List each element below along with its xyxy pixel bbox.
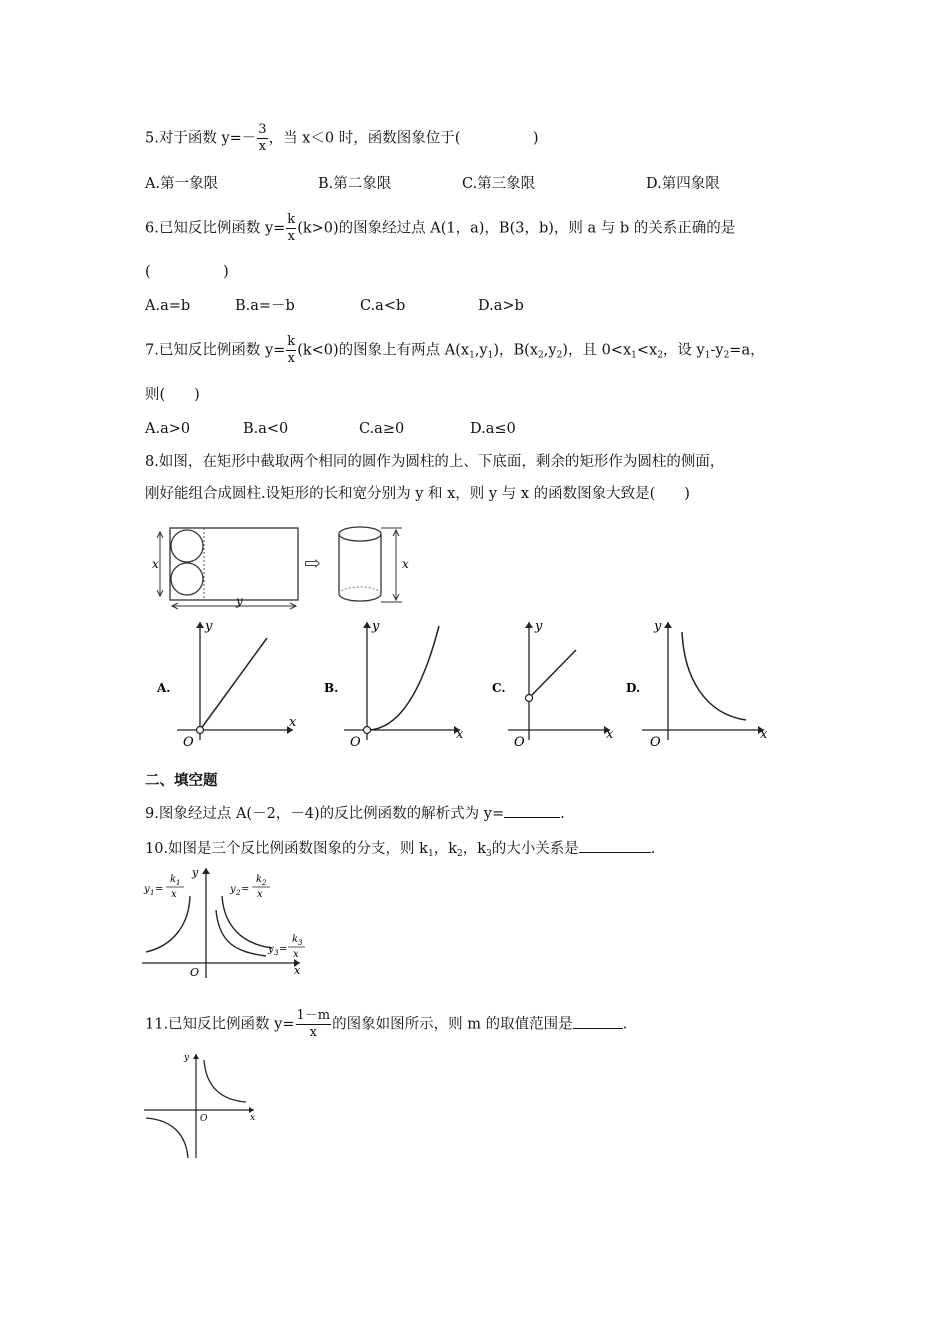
q11-answer-blank[interactable] xyxy=(573,1014,623,1029)
q5-stem: 5.对于函数 y=－ $\frac{3}{x}$ ，当 x＜0 时，函数图象位于( ) xyxy=(145,122,539,154)
curve-y1 xyxy=(146,896,190,952)
q11-stem: 11.已知反比例函数 y= $\frac{1-m}{x}$ 的图象如图所示，则 m 的取值范围是 . xyxy=(145,1008,628,1040)
parabola-graph xyxy=(367,626,439,730)
label-y3-y: y xyxy=(268,944,274,955)
q8-stem-line1: 8.如图，在矩形中截取两个相同的圆作为圆柱的上、下底面，剩余的矩形作为圆柱的侧面， xyxy=(145,454,725,470)
q10-graph xyxy=(142,866,317,981)
label-y1-y: y xyxy=(144,884,150,895)
option-label: C. xyxy=(492,681,506,695)
y-arrowhead xyxy=(193,1054,199,1059)
y-arrowhead xyxy=(525,622,533,628)
branch-first-quadrant xyxy=(204,1060,246,1102)
branch-third-quadrant xyxy=(146,1118,188,1158)
label-y2 xyxy=(229,874,270,900)
label-y2-den: x xyxy=(257,889,263,900)
y-arrowhead xyxy=(363,622,371,628)
q8-stem-line2: 刚好能组合成圆柱.设矩形的长和宽分别为 y 和 x，则 y 与 x 的函数图象大致是( ) xyxy=(145,486,690,502)
q6-fraction: $\frac{k}{x}$ xyxy=(287,212,296,244)
label-y3-eq: = xyxy=(279,944,288,955)
cylinder-bottom-back xyxy=(339,587,381,594)
option-label: A. xyxy=(157,681,171,695)
y-arrowhead xyxy=(664,622,672,628)
label-y1 xyxy=(143,874,184,900)
q5-option-d[interactable]: D.第四象限 xyxy=(646,176,720,192)
rectangle xyxy=(170,528,298,600)
label-y1-eq: = xyxy=(155,884,164,895)
top-circle xyxy=(171,530,203,562)
q11-graph xyxy=(142,1050,267,1162)
label-y2-y: y xyxy=(230,884,236,895)
q8-rectangle-cylinder-figure xyxy=(150,520,420,612)
transform-arrow: ⇨ xyxy=(304,551,321,575)
x-axis-label: x xyxy=(250,1113,256,1123)
origin-label: O xyxy=(514,735,525,750)
q7-fraction: $\frac{k}{x}$ xyxy=(287,334,296,366)
option-label: B. xyxy=(324,681,339,695)
origin-label: O xyxy=(350,735,361,750)
label-y3-k: k xyxy=(292,934,299,945)
q8-graph-d[interactable] xyxy=(624,616,774,750)
q5-option-a[interactable]: A.第一象限 xyxy=(145,176,219,192)
q7-stem: 7.已知反比例函数 y= $\frac{k}{x}$ (k<0)的图象上有两点 $A(x_1,y_1)$，$B(x_2,y_2)$，且 $0<x_1<x_2$，设 $y_1-y_2=a$， xyxy=(145,334,765,366)
origin-label: O xyxy=(190,966,200,979)
y-arrowhead xyxy=(196,622,204,628)
q8-graph-c[interactable] xyxy=(490,616,620,750)
y-axis-label: y xyxy=(184,1053,190,1063)
q8-graph-a[interactable] xyxy=(155,616,305,750)
curve-y3 xyxy=(216,910,266,956)
label-y1-k: k xyxy=(170,874,177,885)
y-axis-label: y xyxy=(372,619,380,634)
y-axis-label: y xyxy=(192,866,199,879)
open-origin-point xyxy=(364,727,371,734)
x-axis-label: x xyxy=(294,964,301,977)
origin-label: O xyxy=(650,735,661,750)
open-origin-point xyxy=(197,727,204,734)
q5-option-c[interactable]: C.第三象限 xyxy=(462,176,536,192)
label-y2-ksub: 2 xyxy=(262,879,267,887)
x-axis-label: x xyxy=(456,727,464,742)
y-dimension-label: y xyxy=(236,594,243,608)
q10-answer-blank[interactable] xyxy=(579,838,651,853)
x-axis-label: x xyxy=(760,727,768,742)
q7-option-c[interactable]: C.a≥0 xyxy=(359,421,405,437)
hyperbola-graph xyxy=(682,632,746,720)
q7-stem-line2: 则( ) xyxy=(145,387,200,403)
label-y2-eq: = xyxy=(241,884,250,895)
label-y3-ksub: 3 xyxy=(298,939,303,947)
q6-answer-paren: ( ) xyxy=(145,264,229,280)
y-axis-label: y xyxy=(205,619,213,634)
cylinder-bottom-front xyxy=(339,594,381,601)
label-y1-den: x xyxy=(171,889,177,900)
label-y3-den: x xyxy=(293,949,299,960)
origin-label: O xyxy=(183,735,194,750)
y-arrowhead xyxy=(202,868,210,874)
line-graph xyxy=(200,638,267,730)
q7-option-d[interactable]: D.a≤0 xyxy=(470,421,516,437)
q7-option-a[interactable]: A.a>0 xyxy=(145,421,191,437)
q5-fraction: $\frac{3}{x}$ xyxy=(258,122,267,154)
x-axis-label: x xyxy=(289,715,297,730)
label-y3-sub: 3 xyxy=(274,949,279,957)
q6-option-c[interactable]: C.a<b xyxy=(360,298,406,314)
y-axis-label: y xyxy=(535,619,543,634)
q6-option-a[interactable]: A.a=b xyxy=(145,298,191,314)
q5-option-b[interactable]: B.第二象限 xyxy=(318,176,392,192)
x-axis-label: x xyxy=(606,727,614,742)
label-y1-ksub: 1 xyxy=(176,879,181,887)
cylinder-top xyxy=(339,527,381,541)
q9-stem: 9.图象经过点 A(－2，－4)的反比例函数的解析式为 y= . xyxy=(145,803,565,824)
option-label: D. xyxy=(626,681,641,695)
label-y3 xyxy=(267,934,305,960)
y-axis-label: y xyxy=(654,619,662,634)
q10-stem: 10.如图是三个反比例函数图象的分支，则 $k_1$，$k_2$，$k_3$的大小关系是 . xyxy=(145,838,655,864)
label-y1-sub: 1 xyxy=(150,889,155,897)
line-graph xyxy=(529,650,576,698)
q6-stem: 6.已知反比例函数 y= $\frac{k}{x}$ (k>0)的图象经过点 A(1，a)，B(3，b)，则 a 与 b 的关系正确的是 xyxy=(145,212,736,244)
curve-y2 xyxy=(222,896,272,948)
q6-option-d[interactable]: D.a>b xyxy=(478,298,524,314)
open-intercept-point xyxy=(526,695,533,702)
label-y2-k: k xyxy=(256,874,263,885)
q11-fraction: $\frac{1-m}{x}$ xyxy=(296,1008,331,1040)
q8-graph-b[interactable] xyxy=(322,616,472,750)
q9-answer-blank[interactable] xyxy=(504,803,560,818)
q6-option-b[interactable]: B.a=－b xyxy=(235,298,295,314)
origin-label: O xyxy=(200,1114,208,1124)
cylinder-height-label: x xyxy=(402,557,409,571)
section-heading-fill-in: 二、填空题 xyxy=(145,773,218,789)
bottom-circle xyxy=(171,563,203,595)
label-y2-sub: 2 xyxy=(236,889,241,897)
q7-option-b[interactable]: B.a<0 xyxy=(243,421,289,437)
x-dimension-label: x xyxy=(152,557,159,571)
